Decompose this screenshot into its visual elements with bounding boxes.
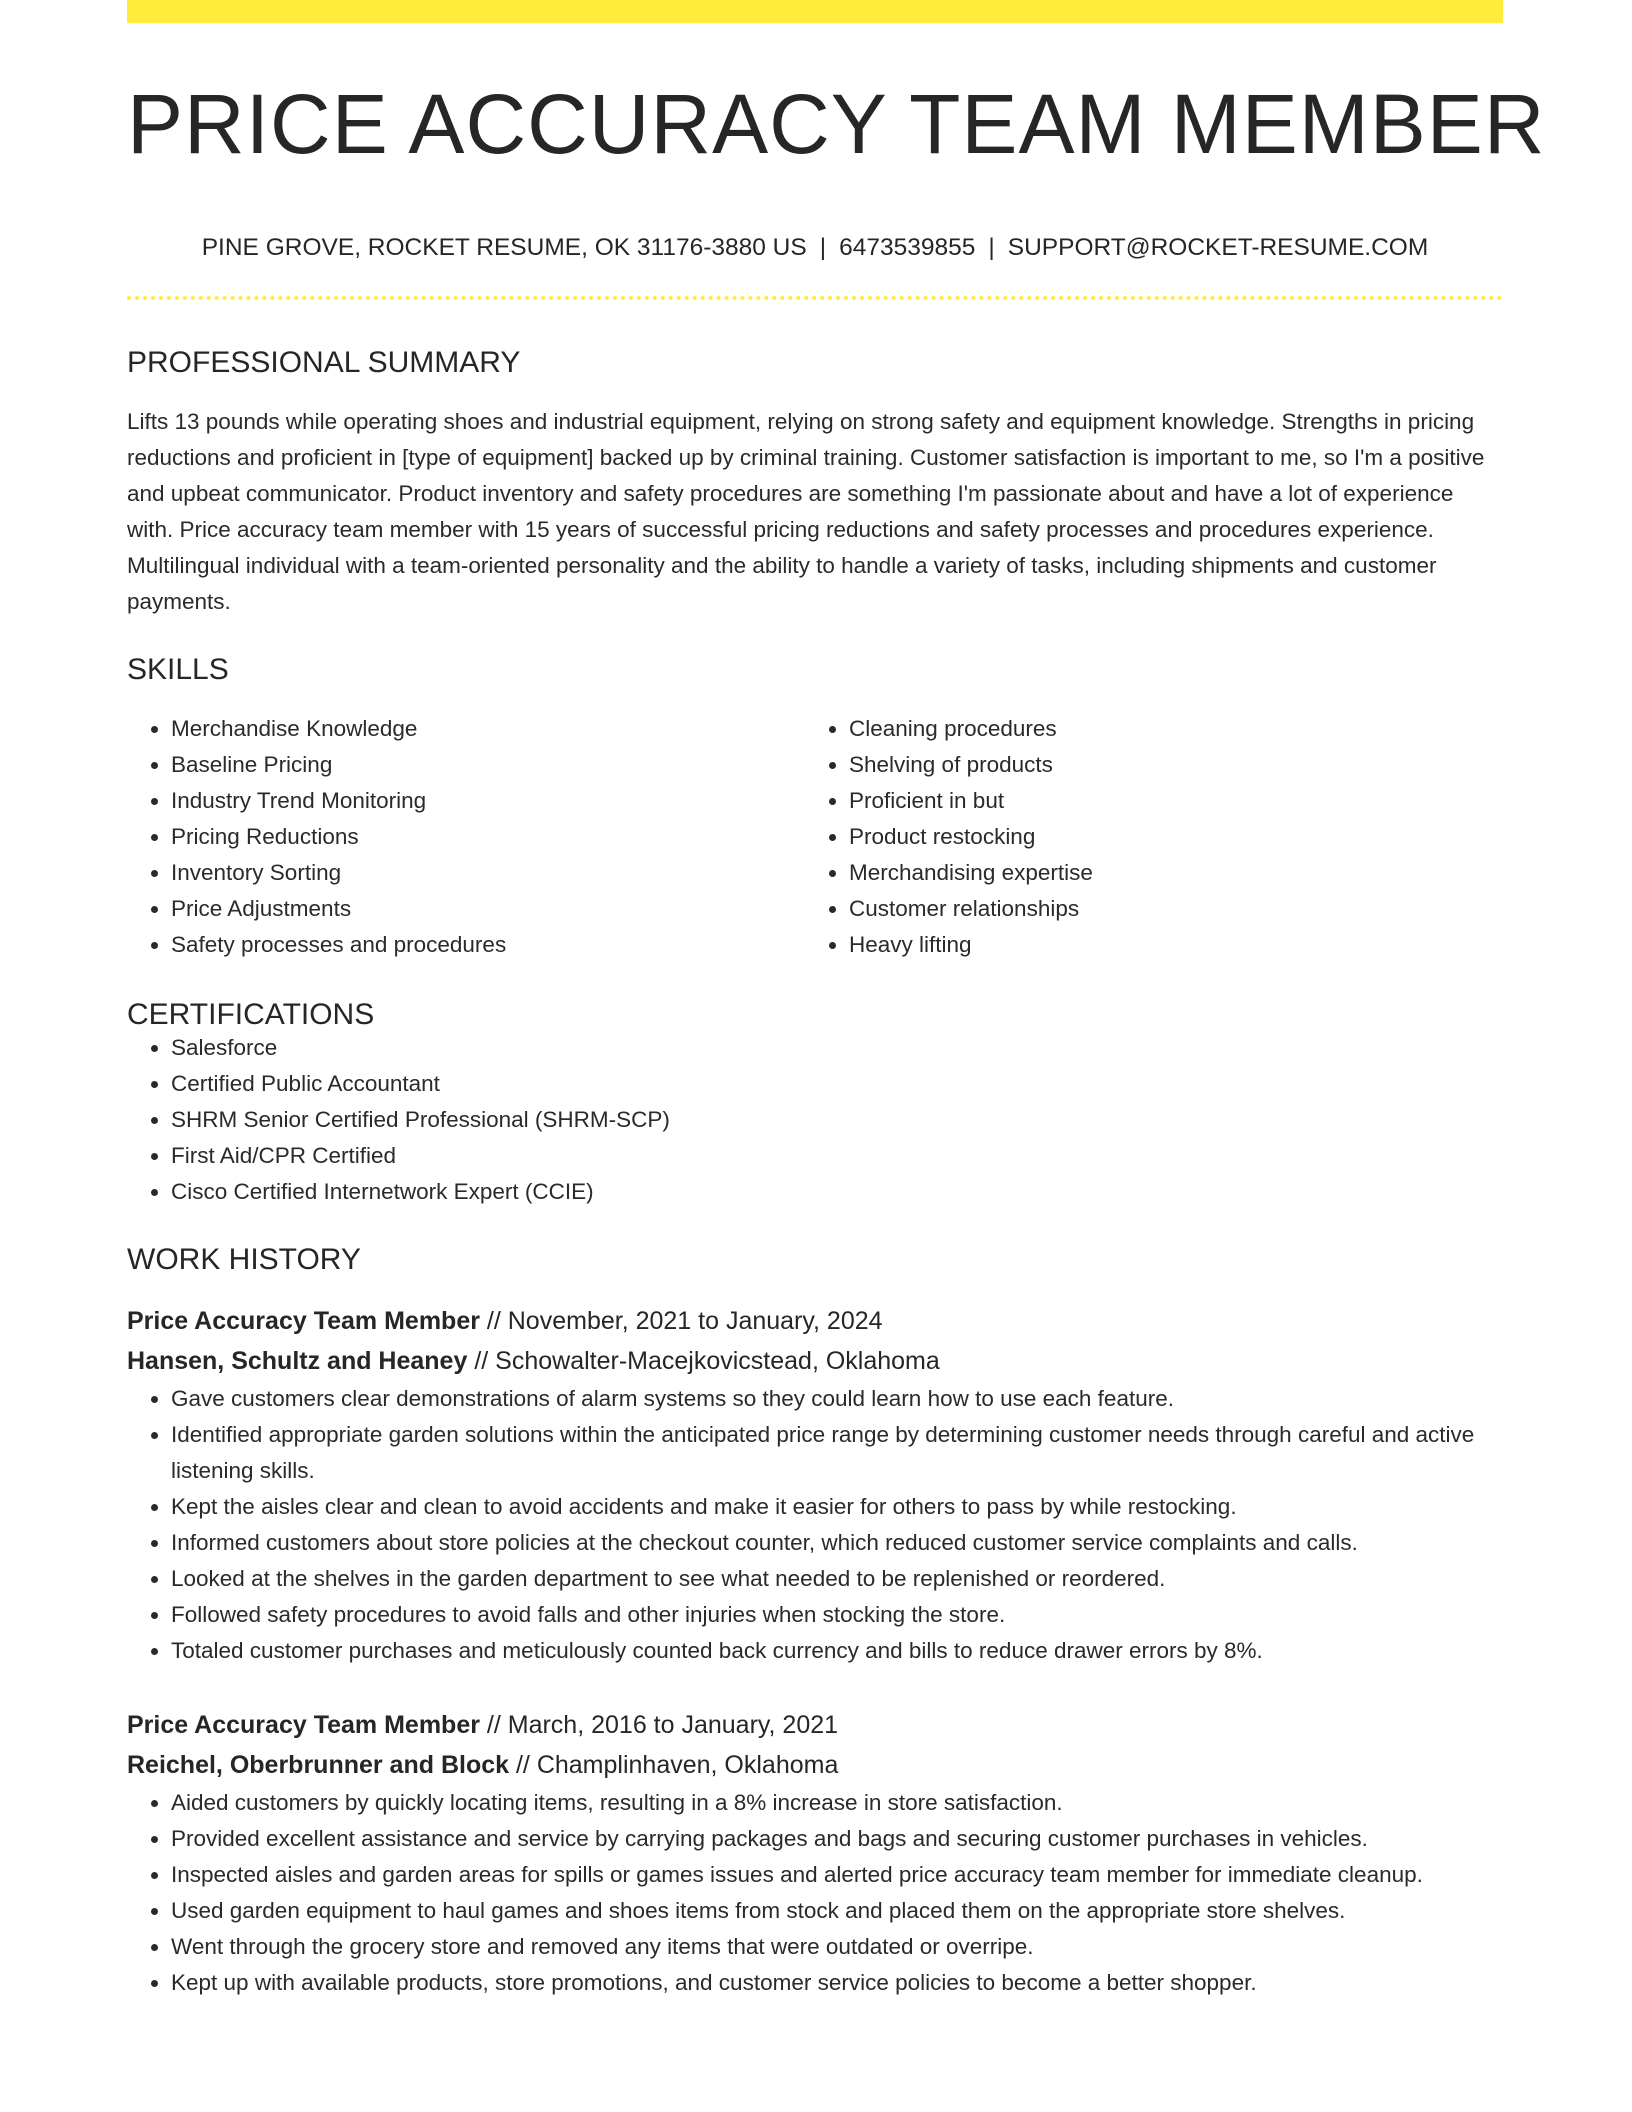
dotted-divider [127, 296, 1503, 300]
skill-item: • Inventory Sorting [171, 855, 805, 891]
job-role-line [127, 1705, 1503, 1745]
job-dates: // March, 2016 to January, 2021 [479, 1710, 839, 1739]
job-role: Price Accuracy Team Member [127, 1710, 480, 1739]
job-company-line [127, 1341, 1503, 1381]
job-company: Hansen, Schultz and Heaney [127, 1346, 468, 1375]
skills-list-left [127, 711, 805, 963]
job-duties-list [127, 1381, 1503, 1669]
job-company-line [127, 1745, 1503, 1785]
contact-separator: | [819, 234, 827, 261]
skill-item: • Product restocking [849, 819, 1483, 855]
certification-item: • First Aid/CPR Certified [171, 1138, 1503, 1174]
job-duty: • Kept up with available products, store promotions, and customer service policies to become a better shopper. [171, 1965, 1503, 2001]
resume-title: PRICE ACCURACY TEAM MEMBER [127, 77, 1546, 171]
certifications-list [127, 1030, 1503, 1210]
job-role-line [127, 1301, 1503, 1341]
skill-item: • Safety processes and procedures [171, 927, 805, 963]
job-duty: • Used garden equipment to haul games and shoes items from stock and placed them on the appropriate store shelves. [171, 1893, 1503, 1929]
skills-column-left [127, 711, 805, 963]
job-location: // Schowalter-Macejkovicstead, Oklahoma [467, 1346, 940, 1375]
job-entry [127, 1301, 1503, 1669]
job-company: Reichel, Oberbrunner and Block [127, 1750, 510, 1779]
job-duty: • Totaled customer purchases and meticulously counted back currency and bills to reduce drawer errors by 8%. [171, 1633, 1503, 1669]
contact-email: SUPPORT@ROCKET-RESUME.COM [1007, 234, 1429, 261]
certification-item: • Salesforce [171, 1030, 1503, 1066]
skills-grid [127, 711, 1503, 963]
skill-item: • Price Adjustments [171, 891, 805, 927]
contact-separator: | [988, 234, 995, 261]
job-duty: • Identified appropriate garden solutions within the anticipated price range by determining customer needs through careful and active listening skills. [171, 1417, 1503, 1489]
job-duty: • Looked at the shelves in the garden department to see what needed to be replenished or reordered. [171, 1561, 1503, 1597]
contact-address: PINE GROVE, ROCKET RESUME, OK 31176-3880 US [201, 234, 807, 261]
skills-list-right [805, 711, 1483, 963]
skill-item: • Merchandise Knowledge [171, 711, 805, 747]
job-duty: • Provided excellent assistance and service by carrying packages and bags and securing customer purchases in vehicles. [171, 1821, 1503, 1857]
job-role: Price Accuracy Team Member [127, 1306, 480, 1335]
top-accent-bar [127, 0, 1503, 23]
skill-item: • Cleaning procedures [849, 711, 1483, 747]
skill-item: • Customer relationships [849, 891, 1483, 927]
skill-item: • Heavy lifting [849, 927, 1483, 963]
skill-item: • Pricing Reductions [171, 819, 805, 855]
summary-text: Lifts 13 pounds while operating shoes and industrial equipment, relying on strong safety and equipment knowledge. Strengths in pricing reductions and proficient in [type of equipment] backed up by criminal training. Customer satisfaction is important to me, so I'm a positive and upbeat communicator. Product inventory and safety procedures are something I'm passionate about and have a lot of experience with. Price accuracy team member with 15 years of successful pricing reductions and safety processes and procedures experience. Multilingual individual with a team-oriented personality and the ability to handle a variety of tasks, including shipments and customer payments. [127, 408, 1485, 614]
job-duty: • Informed customers about store policies at the checkout counter, which reduced customer service complaints and calls. [171, 1525, 1503, 1561]
work-history-heading: WORK HISTORY [127, 1242, 361, 1276]
job-duty: • Inspected aisles and garden areas for spills or games issues and alerted price accuracy team member for immediate cleanup. [171, 1857, 1503, 1893]
job-duty: • Followed safety procedures to avoid falls and other injuries when stocking the store. [171, 1597, 1503, 1633]
job-duty: • Kept the aisles clear and clean to avoid accidents and make it easier for others to pass by while restocking. [171, 1489, 1503, 1525]
certification-item: • Cisco Certified Internetwork Expert (CCIE) [171, 1174, 1503, 1210]
job-entry [127, 1705, 1503, 2001]
certification-item: • SHRM Senior Certified Professional (SHRM-SCP) [171, 1102, 1503, 1138]
job-duty: • Went through the grocery store and removed any items that were outdated or overripe. [171, 1929, 1503, 1965]
job-dates: // November, 2021 to January, 2024 [479, 1306, 883, 1335]
skills-heading: SKILLS [127, 652, 229, 686]
job-duties-list [127, 1785, 1503, 2001]
skill-item: • Industry Trend Monitoring [171, 783, 805, 819]
skills-column-right [805, 711, 1483, 963]
job-duty: • Gave customers clear demonstrations of alarm systems so they could learn how to use each feature. [171, 1381, 1503, 1417]
certification-item: • Certified Public Accountant [171, 1066, 1503, 1102]
contact-line [127, 236, 1503, 261]
summary-heading: PROFESSIONAL SUMMARY [127, 345, 521, 379]
contact-phone: 6473539855 [839, 234, 976, 261]
skill-item: • Merchandising expertise [849, 855, 1483, 891]
certifications-heading: CERTIFICATIONS [127, 997, 375, 1031]
skill-item: • Shelving of products [849, 747, 1483, 783]
job-location: // Champlinhaven, Oklahoma [509, 1750, 839, 1779]
resume-page [127, 0, 1546, 2001]
skill-item: • Proficient in but [849, 783, 1483, 819]
job-duty: • Aided customers by quickly locating items, resulting in a 8% increase in store satisfaction. [171, 1785, 1503, 1821]
skill-item: • Baseline Pricing [171, 747, 805, 783]
